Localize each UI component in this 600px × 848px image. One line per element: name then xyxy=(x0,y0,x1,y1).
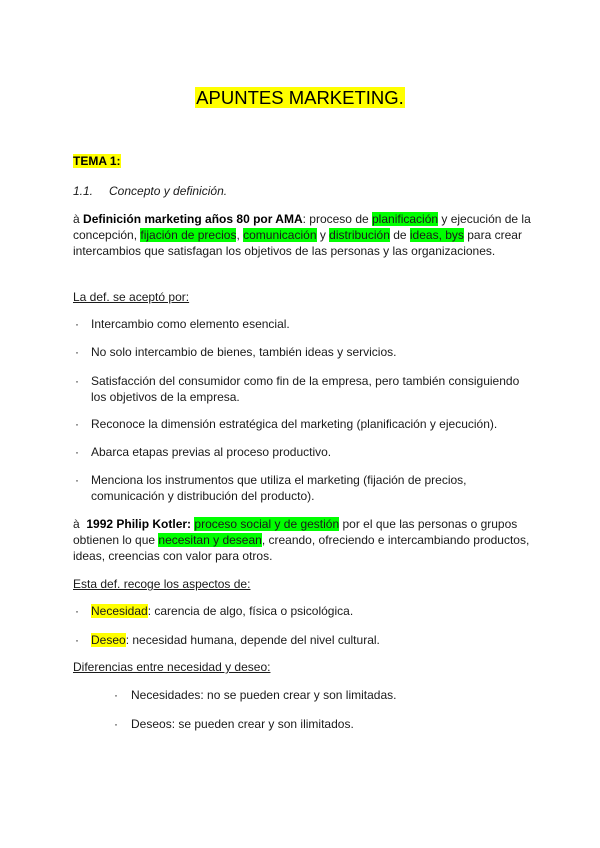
document-page: APUNTES MARKETING. TEMA 1: 1.1. Concepto y definición. à Definición marketing años 80 por AMA: proceso de planificación y ejecución de la concepción, fijación de precios, comunicación y distribución de ideas, bys para crear intercambios que satisfagan los objetivos de las personas y las organizaciones. La def. se aceptó por: · Intercambio como elemento esencial. · No solo intercambio de bienes, también ideas y servicios. · Satisfacción del consumidor como fin de la empresa, pero también consiguiendo los objetivos de la empresa. · Reconoce la dimensión estratégica del marketing (planificación y ejecución). · Abarca etapas previas al proceso productivo. · Menciona los instrumentos que utiliza el marketing (fijación de precios, comunicación y distribución del producto). à 1992 Philip Kotler: proceso social y de gestión por el que las personas o grupos obtienen lo que necesitan y desean, creando, ofreciendo e intercambiando productos, ideas, creencias con valor para otros. Esta def. recoge los aspectos de: · Necesidad: carencia de algo, física o psicológica. · Deseo: necesidad humana, depende del nivel cultural. Diferencias entre necesidad y deseo: · Necesidades: no se pueden crear y son limitadas. · Deseos: se pueden crear y son ilimitados. xyxy=(0,0,600,848)
arrow-icon: à xyxy=(73,212,80,226)
differences-heading: Diferencias entre necesidad y deseo: xyxy=(73,660,271,674)
bullet-icon: · xyxy=(75,317,79,331)
kotler-definition-paragraph: à 1992 Philip Kotler: proceso social y de gestión por el que las personas o grupos obtienen lo que necesitan y desean, creando, ofreciendo e intercambiando productos, ideas, creencias con valor para otros. xyxy=(73,517,530,563)
document-title: APUNTES MARKETING. xyxy=(196,87,404,108)
arrow-icon: à xyxy=(73,517,80,531)
bullet-icon: · xyxy=(114,688,118,702)
section-heading: TEMA 1: xyxy=(73,154,121,168)
bullet-icon: · xyxy=(75,473,79,487)
ama-definition-paragraph: à Definición marketing años 80 por AMA: proceso de planificación y ejecución de la concepción, fijación de precios, comunicación y distribución de ideas, bys para crear intercambios que satisfagan los objetivos de las personas y las organizaciones. xyxy=(73,212,531,258)
accepted-heading: La def. se aceptó por: xyxy=(73,290,190,304)
bullet-icon: · xyxy=(75,633,79,647)
bullet-icon: · xyxy=(75,445,79,459)
bullet-icon: · xyxy=(75,604,79,618)
aspects-heading: Esta def. recoge los aspectos de: xyxy=(73,577,251,591)
bullet-icon: · xyxy=(75,345,79,359)
bullet-icon: · xyxy=(75,374,79,388)
subsection-heading: 1.1. Concepto y definición. xyxy=(73,184,228,198)
bullet-icon: · xyxy=(75,417,79,431)
bullet-icon: · xyxy=(114,717,118,731)
